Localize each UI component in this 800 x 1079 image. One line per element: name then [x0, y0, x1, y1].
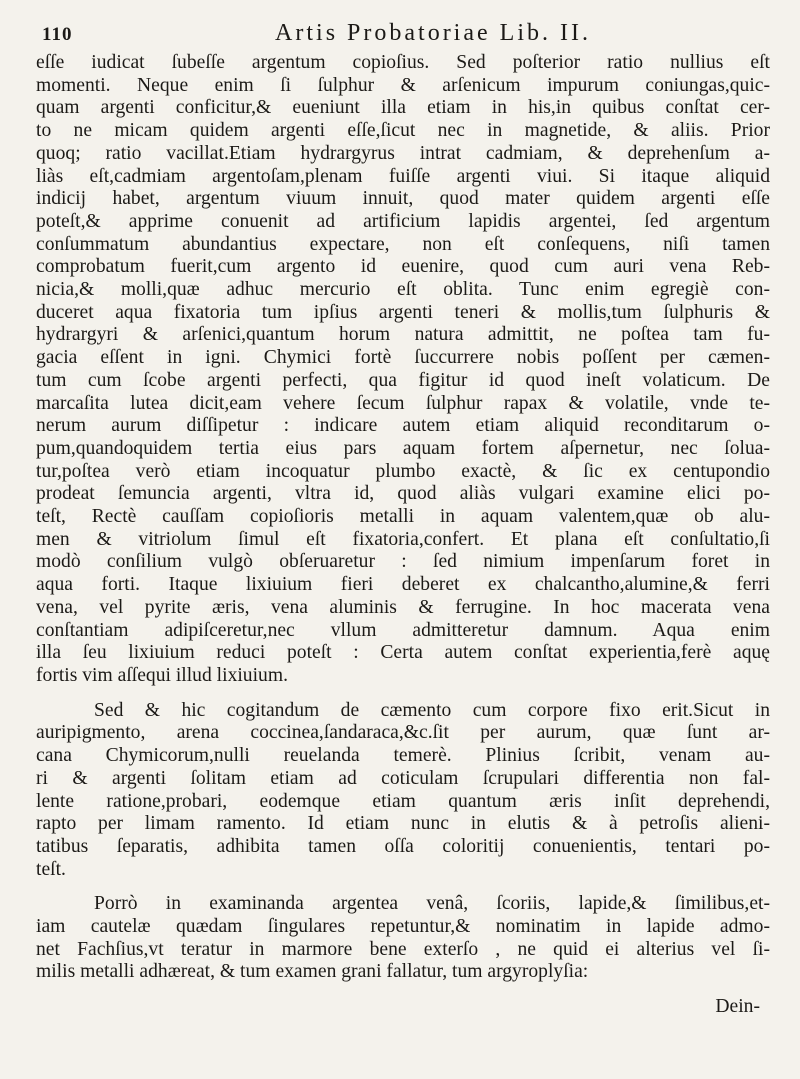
text-line: conſtantiam adipiſceretur,nec vllum admitteretur damnum. Aqua enim	[36, 619, 770, 641]
text-line: aqua forti. Itaque lixiuium fieri deberet ex chalcantho,alumine,& ferri	[36, 574, 770, 596]
paragraph	[36, 893, 770, 984]
text-line: ri & argenti ſolitam etiam ad coticulam ſcrupulari differentia non fal-	[36, 767, 770, 789]
text-line: liàs eſt,cadmiam argentoſam,plenam fuiſſe argenti viui. Si itaque aliquid	[36, 165, 770, 187]
text-line: lente ratione,probari, eodemque etiam quantum æris inſit deprehendi,	[36, 790, 770, 812]
text-line: rapto per limam ramento. Id etiam nunc in elutis & à petroſis alieni-	[36, 813, 770, 835]
text-line: hydrargyri & arſenici,quantum horum natura admittit, ne poſtea tam fu-	[36, 324, 770, 346]
text-line: to ne micam quidem argenti eſſe,ſicut nec in magnetide, & aliis. Prior	[36, 120, 770, 142]
text-line: cana Chymicorum,nulli reuelanda temerè. Plinius ſcribit, venam au-	[36, 745, 770, 767]
text-line: Porrò in examinanda argentea venâ, ſcoriis, lapide,& ſimilibus,et-	[94, 893, 770, 915]
text-line: momenti. Neque enim ſi ſulphur & arſenicum impurum coniungas,quic-	[36, 74, 770, 96]
text-line: quoq; ratio vacillat.Etiam hydrargyrus intrat cadmiam, & deprehenſum a-	[36, 142, 770, 164]
paragraph	[36, 52, 770, 688]
paragraph	[36, 700, 770, 882]
text-line: poteſt,& apprime conuenit ad artificium lapidis argentei, ſed argentum	[36, 210, 770, 232]
text-line: eſſe iudicat ſubeſſe argentum copioſius. Sed poſterior ratio nullius eſt	[36, 52, 770, 73]
text-line: iam cautelæ quædam ſingulares repetuntur,& nominatim in lapide admo-	[36, 916, 770, 938]
catchword: Dein-	[715, 996, 760, 1018]
text-line: milis metalli adhæreat, & tum examen grani fallatur, tum argyroplyſia:	[36, 961, 589, 983]
text-line: vena, vel pyrite æris, vena aluminis & ferrugine. In hoc macerata vena	[36, 596, 770, 618]
text-line: gacia eſſent in igni. Chymici fortè ſuccurrere nobis poſſent per cæmen-	[36, 347, 770, 369]
text-line: net Fachſius,vt teratur in marmore bene exterſo , ne quid ei alterius vel ſi-	[36, 938, 770, 960]
body-text	[36, 52, 770, 984]
text-line: duceret aqua fixatoria tum ipſius argenti teneri & mollis,tum ſulphuris &	[36, 301, 770, 323]
text-line: fortis vim aſſequi illud lixiuium.	[36, 664, 288, 686]
page-number: 110	[42, 24, 73, 45]
text-line: men & vitriolum ſimul eſt fixatoria,confert. Et plana eſt conſultatio,ſi	[36, 528, 770, 550]
text-line: Sed & hic cogitandum de cæmento cum corpore fixo erit.Sicut in	[94, 699, 770, 721]
running-head	[36, 18, 770, 52]
text-line: modò conſilium vulgò obſeruaretur : ſed nimium impenſarum foret in	[36, 551, 770, 573]
text-line: teſt.	[36, 858, 66, 880]
text-line: pum,quandoquidem tertia eius pars aquam fortem aſpernetur, nec ſolua-	[36, 437, 770, 459]
text-line: comprobatum fuerit,cum argento id euenire, quod cum auri vena Reb-	[36, 256, 770, 278]
text-line: tatibus ſeparatis, adhibita tamen oſſa coloritij conuenientis, tentari po-	[36, 835, 770, 857]
text-line: tum cum ſcobe argenti perfecti, qua figitur id quod ineſt volaticum. De	[36, 369, 770, 391]
text-line: conſummatum abundantius expectare, non eſt conſequens, niſi tamen	[36, 233, 770, 255]
text-line: teſt, Rectè cauſſam copioſioris metalli in aquam valentem,quæ ob alu-	[36, 506, 770, 528]
text-line: indicij habet, argentum viuum innuit, quod mater quidem argenti eſſe	[36, 188, 770, 210]
text-line: quam argenti conficitur,& eueniunt illa etiam in his,in quibus conſtat cer-	[36, 97, 770, 119]
text-line: nerum aurum diſſipetur : indicare autem etiam aliquid reconditarum o-	[36, 415, 770, 437]
text-line: nicia,& molli,quæ adhuc mercurio eſt oblita. Tunc enim egregiè con-	[36, 279, 770, 301]
text-line: tur,poſtea verò etiam incoquatur plumbo exactè, & ſic ex centupondio	[36, 460, 770, 482]
running-title: Artis Probatoriae Lib. II.	[275, 20, 591, 46]
text-line: illa ſeu lixiuium reduci poteſt : Certa autem conſtat experientia,ferè aquę	[36, 642, 770, 664]
text-line: prodeat ſemuncia argenti, vltra id, quod aliàs vulgari examine elici po-	[36, 483, 770, 505]
text-line: marcaſita lutea dicit,eam vehere ſecum ſulphur rapax & volatile, vnde te-	[36, 392, 770, 414]
text-line: auripigmento, arena coccinea,ſandaraca,&c.ſit per aurum, quæ ſunt ar-	[36, 722, 770, 744]
